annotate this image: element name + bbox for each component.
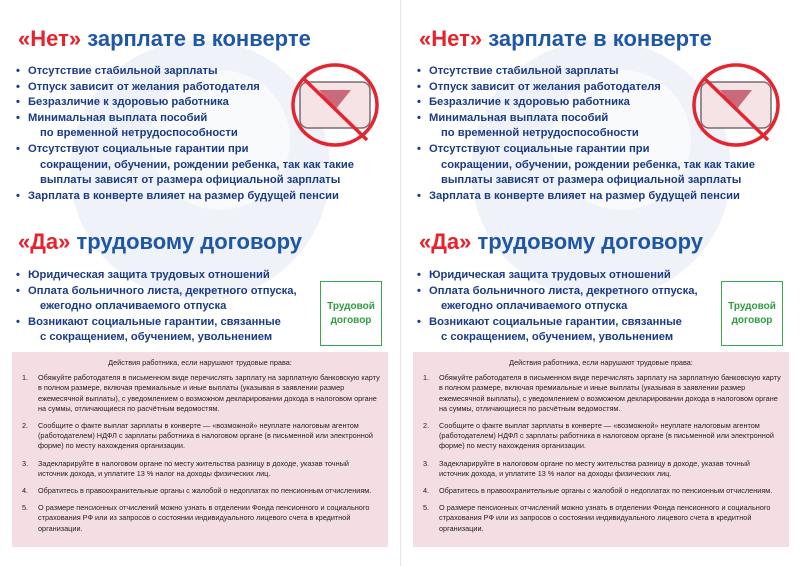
list-item: • Отсутствие стабильной зарплаты <box>14 64 354 80</box>
rights-item-text: О размере пенсионных отчислений можно узнать в отделении Фонда пенсионного и социального страхования РФ или из запросов о состоянии индивидуального лицевого счета в кредитной организации. <box>439 503 771 533</box>
list-item: • Оплата больничного листа, декретного отпуска, <box>14 284 297 300</box>
rights-item-text: Сообщите о факте выплат зарплаты в конверте — «возможной» неуплате налоговым агентом (работодателем) НДФЛ с зарплаты работника в налоговом органе (в письменной или электронной форме) по месту нахождения организации. <box>38 421 373 451</box>
no-envelope-icon <box>686 60 786 150</box>
rights-item <box>22 459 380 479</box>
worker-rights-box <box>12 352 388 547</box>
employment-contract-badge: Трудовой договор <box>721 281 783 346</box>
rights-item-text: Обратитесь в правоохранительные органы с жалобой о недоплатах по пенсионным отчислениям. <box>439 486 773 496</box>
rights-item-text: Обяжуйте работодателя в письменном виде перечислять зарплату на зарплатную банковскую карту в полном размере, включая премиальные и иные выплаты (указывая в заявлении размер ежемесячной выплаты), с уведомлением о возможном декларировании дохода в налоговом органе на суммы, отличающиеся по расчётным ведомостям. <box>38 373 380 413</box>
list-item: • Отсутствуют социальные гарантии при <box>415 142 755 158</box>
title-no-envelope <box>18 26 311 52</box>
rights-item-text: Сообщите о факте выплат зарплаты в конверте — «возможной» неуплате налоговым агентом (работодателем) НДФЛ с зарплаты работника в налоговом органе (в письменной или электронной форме) по месту нахождения организации. <box>439 421 774 451</box>
rights-item-number: 3. <box>423 458 430 468</box>
rights-item-number: 1. <box>423 373 430 383</box>
list-item: с сокращением, обучением, увольнением <box>40 331 273 344</box>
list-item: выплаты зависят от размера официальной зарплаты <box>441 174 742 187</box>
title-yes-rest: трудовому договору <box>70 229 303 254</box>
list-item: сокращении, обучении, рождении ребенка, так как такие <box>441 158 755 171</box>
rights-item <box>423 421 781 452</box>
title-no-accent: «Нет» <box>419 26 483 51</box>
leaflet-right <box>401 0 800 566</box>
list-item: • Отсутствуют социальные гарантии при <box>14 142 354 158</box>
title-yes-rest: трудовому договору <box>471 229 704 254</box>
rights-item-number: 2. <box>423 421 430 431</box>
list-item: • Безразличие к здоровью работника <box>415 95 755 111</box>
rights-item <box>423 373 781 414</box>
rights-item <box>22 486 380 496</box>
list-item: • Отпуск зависит от желания работодателя <box>415 80 755 96</box>
list-item: • Юридическая защита трудовых отношений <box>415 268 698 284</box>
list-item: по временной нетрудоспособности <box>441 127 639 140</box>
list-item: сокращении, обучении, рождении ребенка, так как такие <box>40 158 354 171</box>
title-yes-accent: «Да» <box>18 229 71 254</box>
title-no-rest: зарплате в конверте <box>482 26 712 51</box>
title-yes-contract <box>18 229 302 255</box>
rights-item-text: О размере пенсионных отчислений можно узнать в отделении Фонда пенсионного и социального страхования РФ или из запросов о состоянии индивидуального лицевого счета в кредитной организации. <box>38 503 370 533</box>
rights-item-text: Задекларируйте в налоговом органе по месту жительства разницу в доходе, указав точный источник дохода, и уплатите 13 % налог на доходы физических лиц. <box>439 458 750 478</box>
rights-item-text: Обратитесь в правоохранительные органы с жалобой о недоплатах по пенсионным отчислениям. <box>38 486 372 496</box>
no-envelope-icon <box>285 60 385 150</box>
rights-item <box>22 421 380 452</box>
worker-rights-list <box>413 373 789 534</box>
rights-item <box>423 486 781 496</box>
title-no-rest: зарплате в конверте <box>81 26 311 51</box>
list-item: • Юридическая защита трудовых отношений <box>14 268 297 284</box>
rights-item-number: 1. <box>22 373 29 383</box>
rights-item <box>22 503 380 534</box>
list-item: • Минимальная выплата пособий <box>415 111 755 127</box>
title-no-accent: «Нет» <box>18 26 82 51</box>
rights-item-number: 4. <box>22 486 29 496</box>
rights-item-number: 5. <box>423 503 430 513</box>
list-item: • Безразличие к здоровью работника <box>14 95 354 111</box>
rights-item <box>423 459 781 479</box>
list-item: выплаты зависят от размера официальной зарплаты <box>40 174 341 187</box>
list-item: • Оплата больничного листа, декретного отпуска, <box>415 284 698 300</box>
rights-item-number: 3. <box>22 458 29 468</box>
list-item: • Возникают социальные гарантии, связанные <box>14 315 297 331</box>
list-item: ежегодно оплачиваемого отпуска <box>40 300 227 313</box>
list-item: по временной нетрудоспособности <box>40 127 238 140</box>
advantages-list <box>415 268 698 346</box>
worker-rights-box <box>413 352 789 547</box>
worker-rights-title: Действия работника, если нарушают трудовые права: <box>108 358 292 367</box>
list-item: • Отпуск зависит от желания работодателя <box>14 80 354 96</box>
rights-item-number: 4. <box>423 486 430 496</box>
rights-item <box>423 503 781 534</box>
worker-rights-list <box>12 373 388 534</box>
list-item: • Возникают социальные гарантии, связанные <box>415 315 698 331</box>
list-item: • Зарплата в конверте влияет на размер будущей пенсии <box>415 189 755 205</box>
title-no-envelope <box>419 26 712 52</box>
list-item: с сокращением, обучением, увольнением <box>441 331 674 344</box>
rights-item-text: Обяжуйте работодателя в письменном виде перечислять зарплату на зарплатную банковскую карту в полном размере, включая премиальные и иные выплаты (указывая в заявлении размер ежемесячной выплаты), с уведомлением о возможном декларировании дохода в налоговом органе на суммы, отличающиеся по расчётным ведомостям. <box>439 373 781 413</box>
employment-contract-badge: Трудовой договор <box>320 281 382 346</box>
list-item: • Минимальная выплата пособий <box>14 111 354 127</box>
rights-item <box>22 373 380 414</box>
advantages-list <box>14 268 297 346</box>
title-yes-contract <box>419 229 703 255</box>
title-yes-accent: «Да» <box>419 229 472 254</box>
worker-rights-title: Действия работника, если нарушают трудовые права: <box>509 358 693 367</box>
list-item: • Зарплата в конверте влияет на размер будущей пенсии <box>14 189 354 205</box>
rights-item-number: 5. <box>22 503 29 513</box>
list-item: • Отсутствие стабильной зарплаты <box>415 64 755 80</box>
rights-item-text: Задекларируйте в налоговом органе по месту жительства разницу в доходе, указав точный источник дохода, и уплатите 13 % налог на доходы физических лиц. <box>38 458 349 478</box>
list-item: ежегодно оплачиваемого отпуска <box>441 300 628 313</box>
rights-item-number: 2. <box>22 421 29 431</box>
